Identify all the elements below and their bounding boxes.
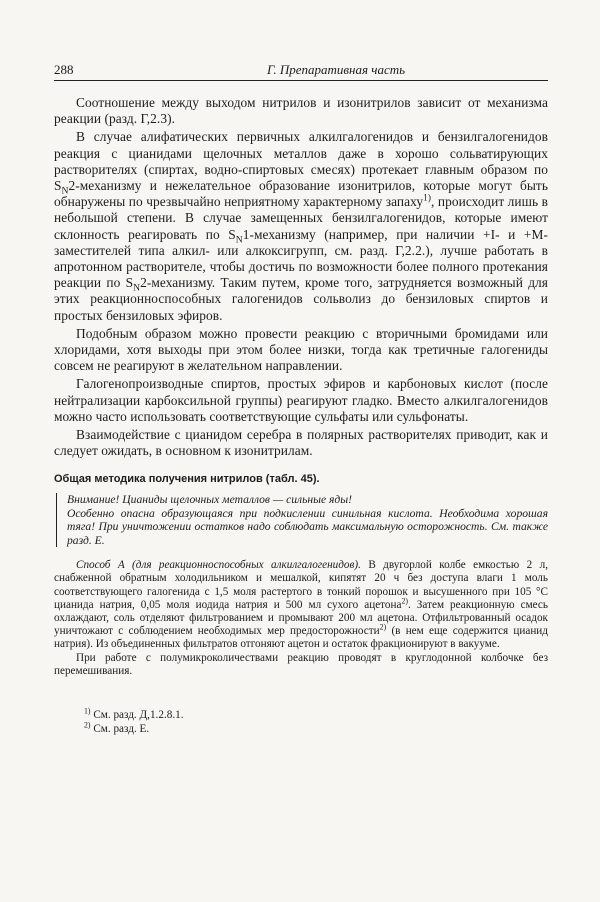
footnotes: [54, 708, 548, 736]
paragraph-2: В случае алифатических первичных алкилгалогенидов и бензилгалогенидов реакция с цианидами щелочных металлов даже в хорошо сольватирующих растворителях (спиртах, водно-спиртовых смесях) протекает главным образом по $S_N2$-механизму и нежелательное образование изонитрилов, которые могут быть обнаружены по чрезвычайно неприятному характерному запаху$^{1)}$, происходит лишь в небольшой степени. В случае замещенных бензилгалогенидов, которые имеют склонность реагировать по $S_N1$-механизму (например, при наличии +I- и +M-заместителей типа алкил- или алкоксигрупп, см. разд. Г,2.2.), лучше работать в апротонном растворителе, чтобы достичь по возможности более полного протекания реакции по $S_N2$-механизму. Таким путем, кроме того, затрудняется возможный для этих реакционноспособных галогенидов сольволиз до бензиловых спиртов и простых бензиловых эфиров.: [54, 129, 548, 323]
warning-line-1: Внимание! Цианиды щелочных металлов — сильные яды!: [67, 493, 352, 507]
running-title: Г. Препаративная часть: [266, 62, 406, 77]
warning-box: [56, 493, 548, 547]
page: [54, 62, 548, 736]
footnote-ref-1: 1): [423, 193, 432, 204]
section-title: Общая методика получения нитрилов (табл. 45).: [54, 473, 320, 486]
warning-line-2: Особенно опасна образующаяся при подкислении синильная кислота. Необходима хорошая тяга! При уничтожении остатков надо соблюдать максимальную осторожность. См. также разд. Е.: [67, 506, 548, 547]
footnote-ref-2a: 2): [401, 595, 408, 605]
paragraph-5: Взаимодействие с цианидом серебра в полярных растворителях приводит, как и следует ожидать, в основном к изонитрилам.: [54, 427, 548, 459]
method-a-paragraph: Способ А (для реакционноспособных алкилгалогенидов). В двугорлой колбе емкостью 2 л, снабженной обратным холодильником и мешалкой, кипятят 20 ч без доступа влаги 1 моль соответствующего галогенида с 1,5 моля растертого в тонкий порошок и высушенного при 105 °C цианида натрия, 0,05 моля иодида натрия и 500 мл сухого ацетона$^{2)}$. Затем реакционную смесь охлаждают, соль отделяют фильтрованием и промывают 200 мл ацетона. Отфильтрованный осадок уничтожают с соблюдением необходимых мер предосторожности$^{2)}$ (в нем еще содержится цианид натрия). Из объединенных фильтратов отгоняют ацетон и остаток фракционируют в вакууме.: [54, 559, 548, 651]
footnote-2: $^{2)}$ См. разд. Е.: [84, 720, 150, 735]
footnote-ref-2b: 2): [379, 622, 387, 632]
page-header: [54, 62, 548, 81]
paragraph-1: Соотношение между выходом нитрилов и изонитрилов зависит от механизма реакции (разд. Г,2.3).: [54, 95, 548, 127]
method-note: При работе с полумикроколичествами реакцию проводят в круглодонной колбочке без перемешивания.: [54, 651, 548, 677]
paragraph-4: Галогенопроизводные спиртов, простых эфиров и карбоновых кислот (после нейтрализации карбоксильной группы) реагируют гладко. Вместо алкилгалогенидов можно часто использовать соответствующие сульфаты или сульфонаты.: [54, 376, 548, 424]
paragraph-3: Подобным образом можно провести реакцию с вторичными бромидами или хлоридами, хотя выходы при этом более низки, тогда как третичные галогениды совсем не реагируют в желательном направлении.: [54, 325, 548, 374]
footnote-1: $^{1)}$ См. разд. Д,1.2.8.1.: [84, 706, 184, 721]
page-number: 288: [54, 62, 74, 77]
method-a-title: Способ А (для реакционноспособных алкилгалогенидов).: [76, 559, 361, 572]
